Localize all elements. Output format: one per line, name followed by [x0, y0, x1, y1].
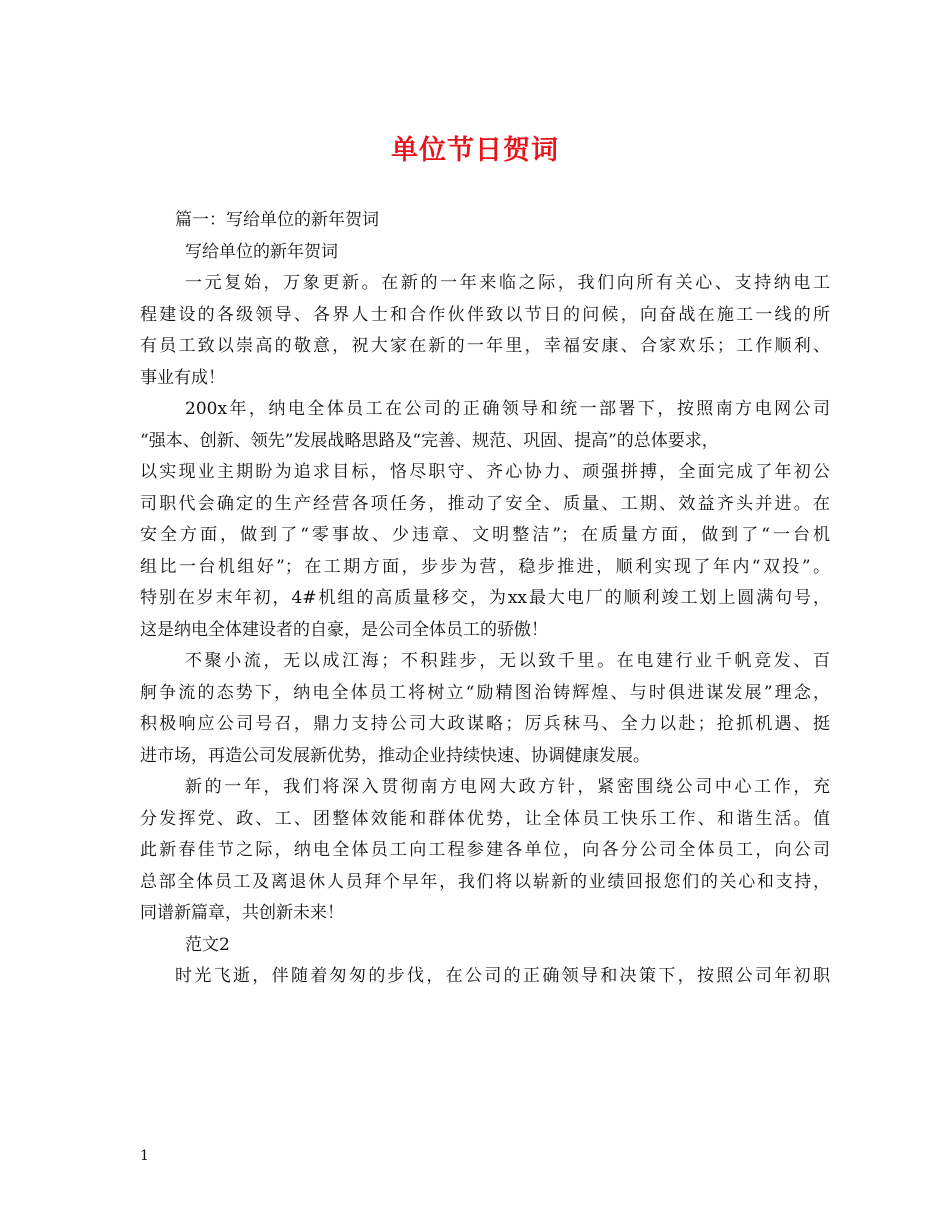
page-number: 1 [140, 1148, 149, 1164]
text-line: 不聚小流，无以成江海；不积跬步，无以致千里。在电建行业千帆竞发、百 [185, 651, 830, 671]
text-line: “强本、创新、领先”发展战略思路及“完善、规范、巩固、提高”的总体要求， [140, 430, 719, 451]
text-line: 分发挥党、政、工、团整体效能和群体优势，让全体员工快乐工作、和谐生活。值 [140, 808, 830, 829]
text-line: 一元复始，万象更新。在新的一年来临之际，我们向所有关心、支持纳电工 [185, 273, 830, 293]
text-line: 有员工致以崇高的敬意，祝大家在新的一年里，幸福安康、合家欢乐；工作顺利、 [140, 336, 830, 356]
text-line: 积极响应公司号召，鼎力支持公司大政谋略；厉兵秣马、全力以赴；抢抓机遇、挺 [140, 714, 830, 734]
text-line: 此新春佳节之际，纳电全体员工向工程参建各单位，向各分公司全体员工，向公司 [140, 840, 830, 860]
text-line: 篇一：写给单位的新年贺词 [175, 210, 379, 230]
text-line: 同谱新篇章，共创新未来！ [140, 903, 344, 923]
text-line: 写给单位的新年贺词 [185, 241, 338, 262]
text-line: 范文2 [185, 934, 230, 955]
text-line: 安全方面，做到了“零事故、少违章、文明整洁”；在质量方面，做到了“一台机 [140, 525, 830, 545]
text-line: 舸争流的态势下，纳电全体员工将树立“励精图治铸辉煌、与时俱进谋发展”理念， [140, 682, 830, 703]
text-line: 特别在岁末年初，4#机组的高质量移交，为xx最大电厂的顺利竣工划上圆满句号， [140, 588, 830, 608]
text-line: 200x年，纳电全体员工在公司的正确领导和统一部署下，按照南方电网公司 [185, 399, 830, 419]
text-line: 进市场，再造公司发展新优势，推动企业持续快速、协调健康发展。 [140, 745, 650, 766]
text-line: 以实现业主期盼为追求目标，恪尽职守、齐心协力、顽强拼搏，全面完成了年初公 [140, 462, 830, 482]
text-line: 程建设的各级领导、各界人士和合作伙伴致以节日的问候，向奋战在施工一线的所 [140, 304, 830, 325]
text-line: 新的一年，我们将深入贯彻南方电网大政方针，紧密围绕公司中心工作，充 [185, 777, 830, 797]
text-line: 总部全体员工及离退休人员拜个早年，我们将以崭新的业绩回报您们的关心和支持， [140, 871, 830, 892]
text-line: 事业有成！ [140, 367, 225, 388]
document-title: 单位节日贺词 [391, 135, 559, 166]
text-line: 司职代会确定的生产经营各项任务，推动了安全、质量、工期、效益齐头并进。在 [140, 493, 830, 514]
document-body [140, 205, 830, 993]
text-line: 时光飞逝，伴随着匆匆的步伐，在公司的正确领导和决策下，按照公司年初职 [175, 966, 830, 986]
text-line: 组比一台机组好”；在工期方面，步步为营，稳步推进，顺利实现了年内“双投”。 [140, 556, 830, 577]
text-line: 这是纳电全体建设者的自豪，是公司全体员工的骄傲！ [140, 619, 548, 640]
